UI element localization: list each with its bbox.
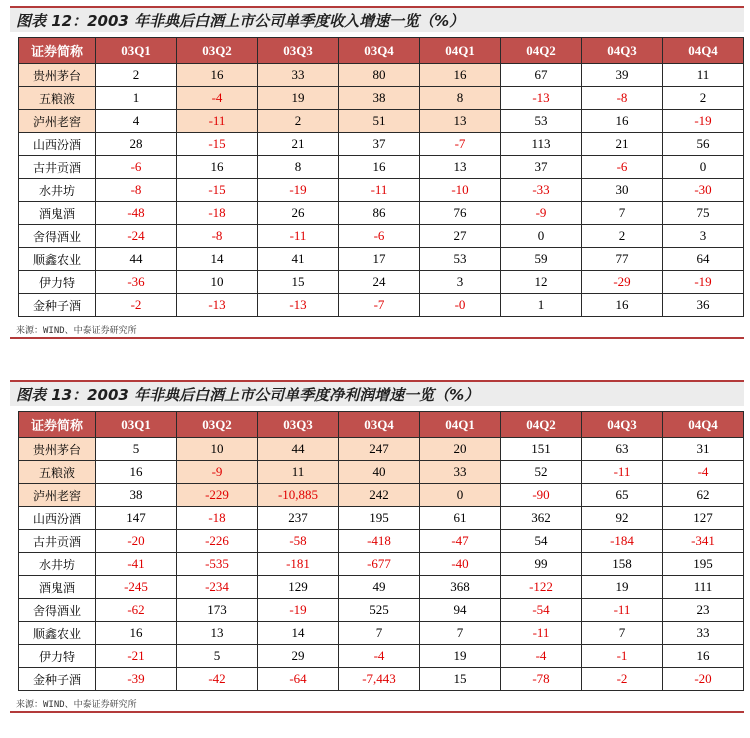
company-name-cell: 贵州茅台: [19, 438, 96, 461]
growth-value-cell: -2: [96, 294, 177, 317]
growth-value-cell: -11: [501, 622, 582, 645]
growth-value-cell: 65: [582, 484, 663, 507]
table-row: [19, 64, 744, 87]
growth-value-cell: -4: [501, 645, 582, 668]
growth-value-cell: 41: [258, 248, 339, 271]
growth-value-cell: -13: [258, 294, 339, 317]
growth-value-cell: 7: [339, 622, 420, 645]
growth-value-cell: 151: [501, 438, 582, 461]
column-header-quarter: 03Q2: [177, 38, 258, 64]
growth-value-cell: 7: [582, 202, 663, 225]
table-row: [19, 271, 744, 294]
growth-value-cell: -18: [177, 202, 258, 225]
revenue-growth-section: [0, 6, 750, 339]
growth-value-cell: 19: [582, 576, 663, 599]
table-row: [19, 156, 744, 179]
growth-value-cell: -535: [177, 553, 258, 576]
table-row: [19, 576, 744, 599]
growth-value-cell: 17: [339, 248, 420, 271]
column-header-quarter: 03Q3: [258, 38, 339, 64]
growth-value-cell: 37: [501, 156, 582, 179]
header-row: [19, 38, 744, 64]
growth-value-cell: 158: [582, 553, 663, 576]
column-header-quarter: 04Q2: [501, 412, 582, 438]
growth-value-cell: 21: [582, 133, 663, 156]
growth-value-cell: -41: [96, 553, 177, 576]
growth-value-cell: 67: [501, 64, 582, 87]
column-header-quarter: 04Q3: [582, 412, 663, 438]
growth-value-cell: 15: [258, 271, 339, 294]
growth-value-cell: -11: [177, 110, 258, 133]
growth-value-cell: 14: [177, 248, 258, 271]
growth-value-cell: 237: [258, 507, 339, 530]
growth-value-cell: -11: [258, 225, 339, 248]
company-name-cell: 五粮液: [19, 461, 96, 484]
column-header-quarter: 03Q1: [96, 412, 177, 438]
growth-value-cell: 63: [582, 438, 663, 461]
growth-value-cell: -8: [96, 179, 177, 202]
revenue-growth-table: [18, 37, 744, 317]
growth-value-cell: 23: [663, 599, 744, 622]
growth-value-cell: 3: [420, 271, 501, 294]
growth-value-cell: 29: [258, 645, 339, 668]
growth-value-cell: -21: [96, 645, 177, 668]
growth-value-cell: 51: [339, 110, 420, 133]
growth-value-cell: 16: [177, 64, 258, 87]
table-row: [19, 438, 744, 461]
growth-value-cell: -184: [582, 530, 663, 553]
growth-value-cell: 38: [96, 484, 177, 507]
growth-value-cell: -24: [96, 225, 177, 248]
column-header-quarter: 03Q4: [339, 412, 420, 438]
table-row: [19, 668, 744, 691]
table-row: [19, 225, 744, 248]
growth-value-cell: 195: [663, 553, 744, 576]
growth-value-cell: 62: [663, 484, 744, 507]
table-row: [19, 294, 744, 317]
growth-value-cell: -234: [177, 576, 258, 599]
company-name-cell: 水井坊: [19, 553, 96, 576]
table-row: [19, 110, 744, 133]
column-header-name: 证券简称: [19, 38, 96, 64]
column-header-quarter: 03Q3: [258, 412, 339, 438]
growth-value-cell: 147: [96, 507, 177, 530]
table-row: [19, 202, 744, 225]
table-row: [19, 133, 744, 156]
company-name-cell: 水井坊: [19, 179, 96, 202]
growth-value-cell: 16: [96, 461, 177, 484]
growth-value-cell: 195: [339, 507, 420, 530]
growth-value-cell: 37: [339, 133, 420, 156]
growth-value-cell: -29: [582, 271, 663, 294]
growth-value-cell: 12: [501, 271, 582, 294]
growth-value-cell: -30: [663, 179, 744, 202]
growth-value-cell: -0: [420, 294, 501, 317]
growth-value-cell: 7: [420, 622, 501, 645]
column-header-quarter: 04Q3: [582, 38, 663, 64]
growth-value-cell: -90: [501, 484, 582, 507]
growth-value-cell: -7: [339, 294, 420, 317]
growth-value-cell: 49: [339, 576, 420, 599]
growth-value-cell: 44: [96, 248, 177, 271]
company-name-cell: 舍得酒业: [19, 225, 96, 248]
growth-value-cell: 0: [420, 484, 501, 507]
growth-value-cell: 75: [663, 202, 744, 225]
growth-value-cell: -4: [339, 645, 420, 668]
growth-value-cell: -4: [663, 461, 744, 484]
header-row: [19, 412, 744, 438]
growth-value-cell: 242: [339, 484, 420, 507]
growth-value-cell: -8: [177, 225, 258, 248]
growth-value-cell: 2: [258, 110, 339, 133]
table-title: 图表 13：2003 年非典后白酒上市公司单季度净利润增速一览（%）: [10, 380, 744, 406]
growth-value-cell: 13: [420, 110, 501, 133]
table-row: [19, 553, 744, 576]
growth-value-cell: 40: [339, 461, 420, 484]
source-note: 来源：WIND、中泰证券研究所: [10, 695, 744, 713]
growth-value-cell: 16: [663, 645, 744, 668]
growth-value-cell: 30: [582, 179, 663, 202]
growth-value-cell: 99: [501, 553, 582, 576]
growth-value-cell: 16: [420, 64, 501, 87]
growth-value-cell: -36: [96, 271, 177, 294]
growth-value-cell: 0: [663, 156, 744, 179]
growth-value-cell: 14: [258, 622, 339, 645]
company-name-cell: 贵州茅台: [19, 64, 96, 87]
growth-value-cell: 8: [420, 87, 501, 110]
table-row: [19, 507, 744, 530]
column-header-name: 证券简称: [19, 412, 96, 438]
company-name-cell: 酒鬼酒: [19, 202, 96, 225]
growth-value-cell: -6: [96, 156, 177, 179]
growth-value-cell: -11: [339, 179, 420, 202]
company-name-cell: 酒鬼酒: [19, 576, 96, 599]
growth-value-cell: -6: [582, 156, 663, 179]
column-header-quarter: 03Q1: [96, 38, 177, 64]
growth-value-cell: -39: [96, 668, 177, 691]
growth-value-cell: 33: [258, 64, 339, 87]
growth-value-cell: -2: [582, 668, 663, 691]
growth-value-cell: 127: [663, 507, 744, 530]
growth-value-cell: -19: [663, 110, 744, 133]
growth-value-cell: -20: [663, 668, 744, 691]
column-header-quarter: 04Q4: [663, 412, 744, 438]
growth-value-cell: -64: [258, 668, 339, 691]
growth-value-cell: 16: [582, 294, 663, 317]
growth-value-cell: -15: [177, 179, 258, 202]
growth-value-cell: -8: [582, 87, 663, 110]
growth-value-cell: 7: [582, 622, 663, 645]
growth-value-cell: 1: [96, 87, 177, 110]
profit-growth-table: [18, 411, 744, 691]
growth-value-cell: 11: [258, 461, 339, 484]
growth-value-cell: 16: [96, 622, 177, 645]
growth-value-cell: 92: [582, 507, 663, 530]
growth-value-cell: 19: [258, 87, 339, 110]
growth-value-cell: 111: [663, 576, 744, 599]
growth-value-cell: -62: [96, 599, 177, 622]
growth-value-cell: 33: [663, 622, 744, 645]
growth-value-cell: 13: [420, 156, 501, 179]
growth-value-cell: 56: [663, 133, 744, 156]
company-name-cell: 舍得酒业: [19, 599, 96, 622]
growth-value-cell: 525: [339, 599, 420, 622]
growth-value-cell: 368: [420, 576, 501, 599]
growth-value-cell: 129: [258, 576, 339, 599]
growth-value-cell: -6: [339, 225, 420, 248]
growth-value-cell: 1: [501, 294, 582, 317]
table-row: [19, 645, 744, 668]
column-header-quarter: 03Q4: [339, 38, 420, 64]
column-header-quarter: 04Q1: [420, 38, 501, 64]
growth-value-cell: -54: [501, 599, 582, 622]
growth-value-cell: 20: [420, 438, 501, 461]
growth-value-cell: -18: [177, 507, 258, 530]
growth-value-cell: 80: [339, 64, 420, 87]
growth-value-cell: 10: [177, 438, 258, 461]
growth-value-cell: 2: [663, 87, 744, 110]
growth-value-cell: -19: [663, 271, 744, 294]
growth-value-cell: -122: [501, 576, 582, 599]
growth-value-cell: 53: [420, 248, 501, 271]
table-row: [19, 461, 744, 484]
company-name-cell: 山西汾酒: [19, 507, 96, 530]
growth-value-cell: -13: [501, 87, 582, 110]
company-name-cell: 顺鑫农业: [19, 248, 96, 271]
growth-value-cell: -13: [177, 294, 258, 317]
growth-value-cell: 39: [582, 64, 663, 87]
growth-value-cell: 94: [420, 599, 501, 622]
growth-value-cell: -11: [582, 461, 663, 484]
table-row: [19, 530, 744, 553]
growth-value-cell: 10: [177, 271, 258, 294]
growth-value-cell: -7: [420, 133, 501, 156]
growth-value-cell: 77: [582, 248, 663, 271]
growth-value-cell: -1: [582, 645, 663, 668]
growth-value-cell: 52: [501, 461, 582, 484]
company-name-cell: 泸州老窖: [19, 110, 96, 133]
growth-value-cell: -20: [96, 530, 177, 553]
growth-value-cell: 26: [258, 202, 339, 225]
growth-value-cell: 15: [420, 668, 501, 691]
growth-value-cell: -677: [339, 553, 420, 576]
growth-value-cell: 53: [501, 110, 582, 133]
growth-value-cell: 33: [420, 461, 501, 484]
growth-value-cell: 4: [96, 110, 177, 133]
growth-value-cell: -226: [177, 530, 258, 553]
growth-value-cell: 11: [663, 64, 744, 87]
growth-value-cell: 13: [177, 622, 258, 645]
company-name-cell: 古井贡酒: [19, 530, 96, 553]
company-name-cell: 顺鑫农业: [19, 622, 96, 645]
growth-value-cell: -11: [582, 599, 663, 622]
company-name-cell: 五粮液: [19, 87, 96, 110]
growth-value-cell: 173: [177, 599, 258, 622]
growth-value-cell: -42: [177, 668, 258, 691]
growth-value-cell: 76: [420, 202, 501, 225]
table-row: [19, 622, 744, 645]
growth-value-cell: -418: [339, 530, 420, 553]
growth-value-cell: -58: [258, 530, 339, 553]
growth-value-cell: 5: [177, 645, 258, 668]
table-title: 图表 12：2003 年非典后白酒上市公司单季度收入增速一览（%）: [10, 6, 744, 32]
growth-value-cell: -9: [501, 202, 582, 225]
company-name-cell: 金种子酒: [19, 294, 96, 317]
growth-value-cell: 86: [339, 202, 420, 225]
growth-value-cell: -245: [96, 576, 177, 599]
company-name-cell: 山西汾酒: [19, 133, 96, 156]
table-row: [19, 484, 744, 507]
company-name-cell: 金种子酒: [19, 668, 96, 691]
growth-value-cell: -48: [96, 202, 177, 225]
growth-value-cell: 16: [339, 156, 420, 179]
growth-value-cell: 24: [339, 271, 420, 294]
growth-value-cell: 36: [663, 294, 744, 317]
growth-value-cell: -229: [177, 484, 258, 507]
growth-value-cell: -47: [420, 530, 501, 553]
source-note: 来源：WIND、中泰证券研究所: [10, 321, 744, 339]
growth-value-cell: 31: [663, 438, 744, 461]
table-row: [19, 87, 744, 110]
growth-value-cell: 28: [96, 133, 177, 156]
profit-growth-section: [0, 380, 750, 713]
table-row: [19, 599, 744, 622]
growth-value-cell: -341: [663, 530, 744, 553]
growth-value-cell: 59: [501, 248, 582, 271]
column-header-quarter: 04Q1: [420, 412, 501, 438]
growth-value-cell: -4: [177, 87, 258, 110]
growth-value-cell: -181: [258, 553, 339, 576]
growth-value-cell: 5: [96, 438, 177, 461]
column-header-quarter: 03Q2: [177, 412, 258, 438]
growth-value-cell: 64: [663, 248, 744, 271]
growth-value-cell: 61: [420, 507, 501, 530]
table-row: [19, 248, 744, 271]
table-row: [19, 179, 744, 202]
growth-value-cell: -15: [177, 133, 258, 156]
growth-value-cell: 44: [258, 438, 339, 461]
growth-value-cell: 8: [258, 156, 339, 179]
growth-value-cell: 247: [339, 438, 420, 461]
growth-value-cell: -19: [258, 179, 339, 202]
growth-value-cell: 2: [96, 64, 177, 87]
growth-value-cell: -9: [177, 461, 258, 484]
growth-value-cell: 3: [663, 225, 744, 248]
growth-value-cell: 16: [582, 110, 663, 133]
growth-value-cell: -33: [501, 179, 582, 202]
column-header-quarter: 04Q4: [663, 38, 744, 64]
growth-value-cell: 21: [258, 133, 339, 156]
growth-value-cell: 19: [420, 645, 501, 668]
growth-value-cell: 2: [582, 225, 663, 248]
company-name-cell: 伊力特: [19, 271, 96, 294]
growth-value-cell: 16: [177, 156, 258, 179]
growth-value-cell: -10,885: [258, 484, 339, 507]
column-header-quarter: 04Q2: [501, 38, 582, 64]
company-name-cell: 泸州老窖: [19, 484, 96, 507]
growth-value-cell: -19: [258, 599, 339, 622]
growth-value-cell: 54: [501, 530, 582, 553]
growth-value-cell: 113: [501, 133, 582, 156]
growth-value-cell: -78: [501, 668, 582, 691]
growth-value-cell: -10: [420, 179, 501, 202]
company-name-cell: 古井贡酒: [19, 156, 96, 179]
growth-value-cell: 362: [501, 507, 582, 530]
growth-value-cell: 38: [339, 87, 420, 110]
growth-value-cell: 27: [420, 225, 501, 248]
growth-value-cell: -7,443: [339, 668, 420, 691]
company-name-cell: 伊力特: [19, 645, 96, 668]
growth-value-cell: 0: [501, 225, 582, 248]
growth-value-cell: -40: [420, 553, 501, 576]
